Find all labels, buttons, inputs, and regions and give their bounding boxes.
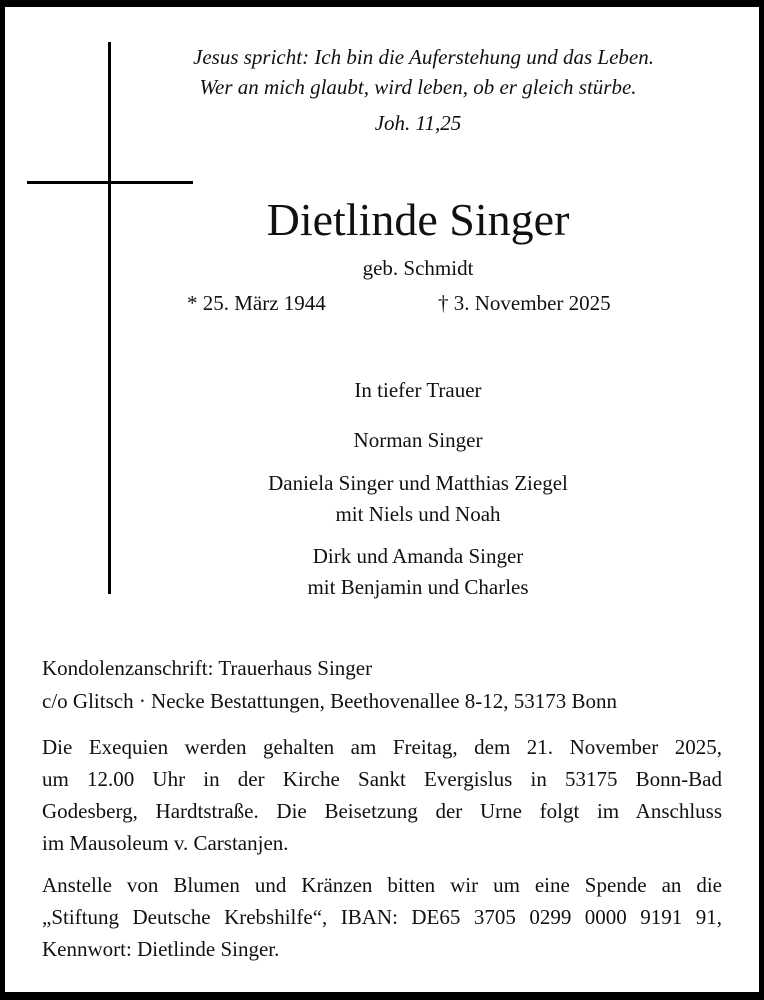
mourner-name: Norman Singer: [353, 428, 483, 452]
death-date: † 3. November 2025: [438, 291, 611, 315]
deceased-name: Dietlinde Singer: [266, 194, 570, 245]
mourning-intro: In tiefer Trauer: [354, 378, 482, 402]
mourner-name: Dirk und Amanda Singer: [312, 544, 524, 568]
bible-quote-line-2: Wer an mich glaubt, wird leben, ob er gleich stürbe.: [199, 75, 637, 99]
mourner-name: Daniela Singer und Matthias Ziegel: [268, 471, 568, 495]
service-info-line: Die Exequien werden gehalten am Freitag, dem 21. November 2025,: [42, 735, 722, 759]
bible-quote-reference: Joh. 11,25: [374, 111, 462, 135]
service-info-line: im Mausoleum v. Carstanjen.: [42, 831, 289, 855]
donation-info-line: Kennwort: Dietlinde Singer.: [42, 937, 280, 961]
mourner-name: mit Niels und Noah: [335, 502, 501, 526]
cross-icon-horizontal: [27, 181, 193, 184]
birth-date: * 25. März 1944: [187, 291, 326, 315]
condolence-address-line: Kondolenzanschrift: Trauerhaus Singer: [42, 656, 373, 680]
bible-quote-line-1: Jesus spricht: Ich bin die Auferstehung und das Leben.: [193, 45, 654, 69]
cross-icon-vertical: [108, 42, 111, 594]
birth-name: geb. Schmidt: [362, 256, 474, 280]
service-info-line: um 12.00 Uhr in der Kirche Sankt Evergislus in 53175 Bonn-Bad: [42, 767, 722, 791]
service-info-line: Godesberg, Hardtstraße. Die Beisetzung der Urne folgt im Anschluss: [42, 799, 722, 823]
mourner-name: mit Benjamin und Charles: [307, 575, 529, 599]
condolence-address-line: c/o Glitsch · Necke Bestattungen, Beethovenallee 8-12, 53173 Bonn: [42, 689, 618, 713]
donation-info-line: Anstelle von Blumen und Kränzen bitten wir um eine Spende an die: [42, 873, 722, 897]
donation-info-line: „Stiftung Deutsche Krebshilfe“, IBAN: DE65 3705 0299 0000 9191 91,: [42, 905, 722, 929]
